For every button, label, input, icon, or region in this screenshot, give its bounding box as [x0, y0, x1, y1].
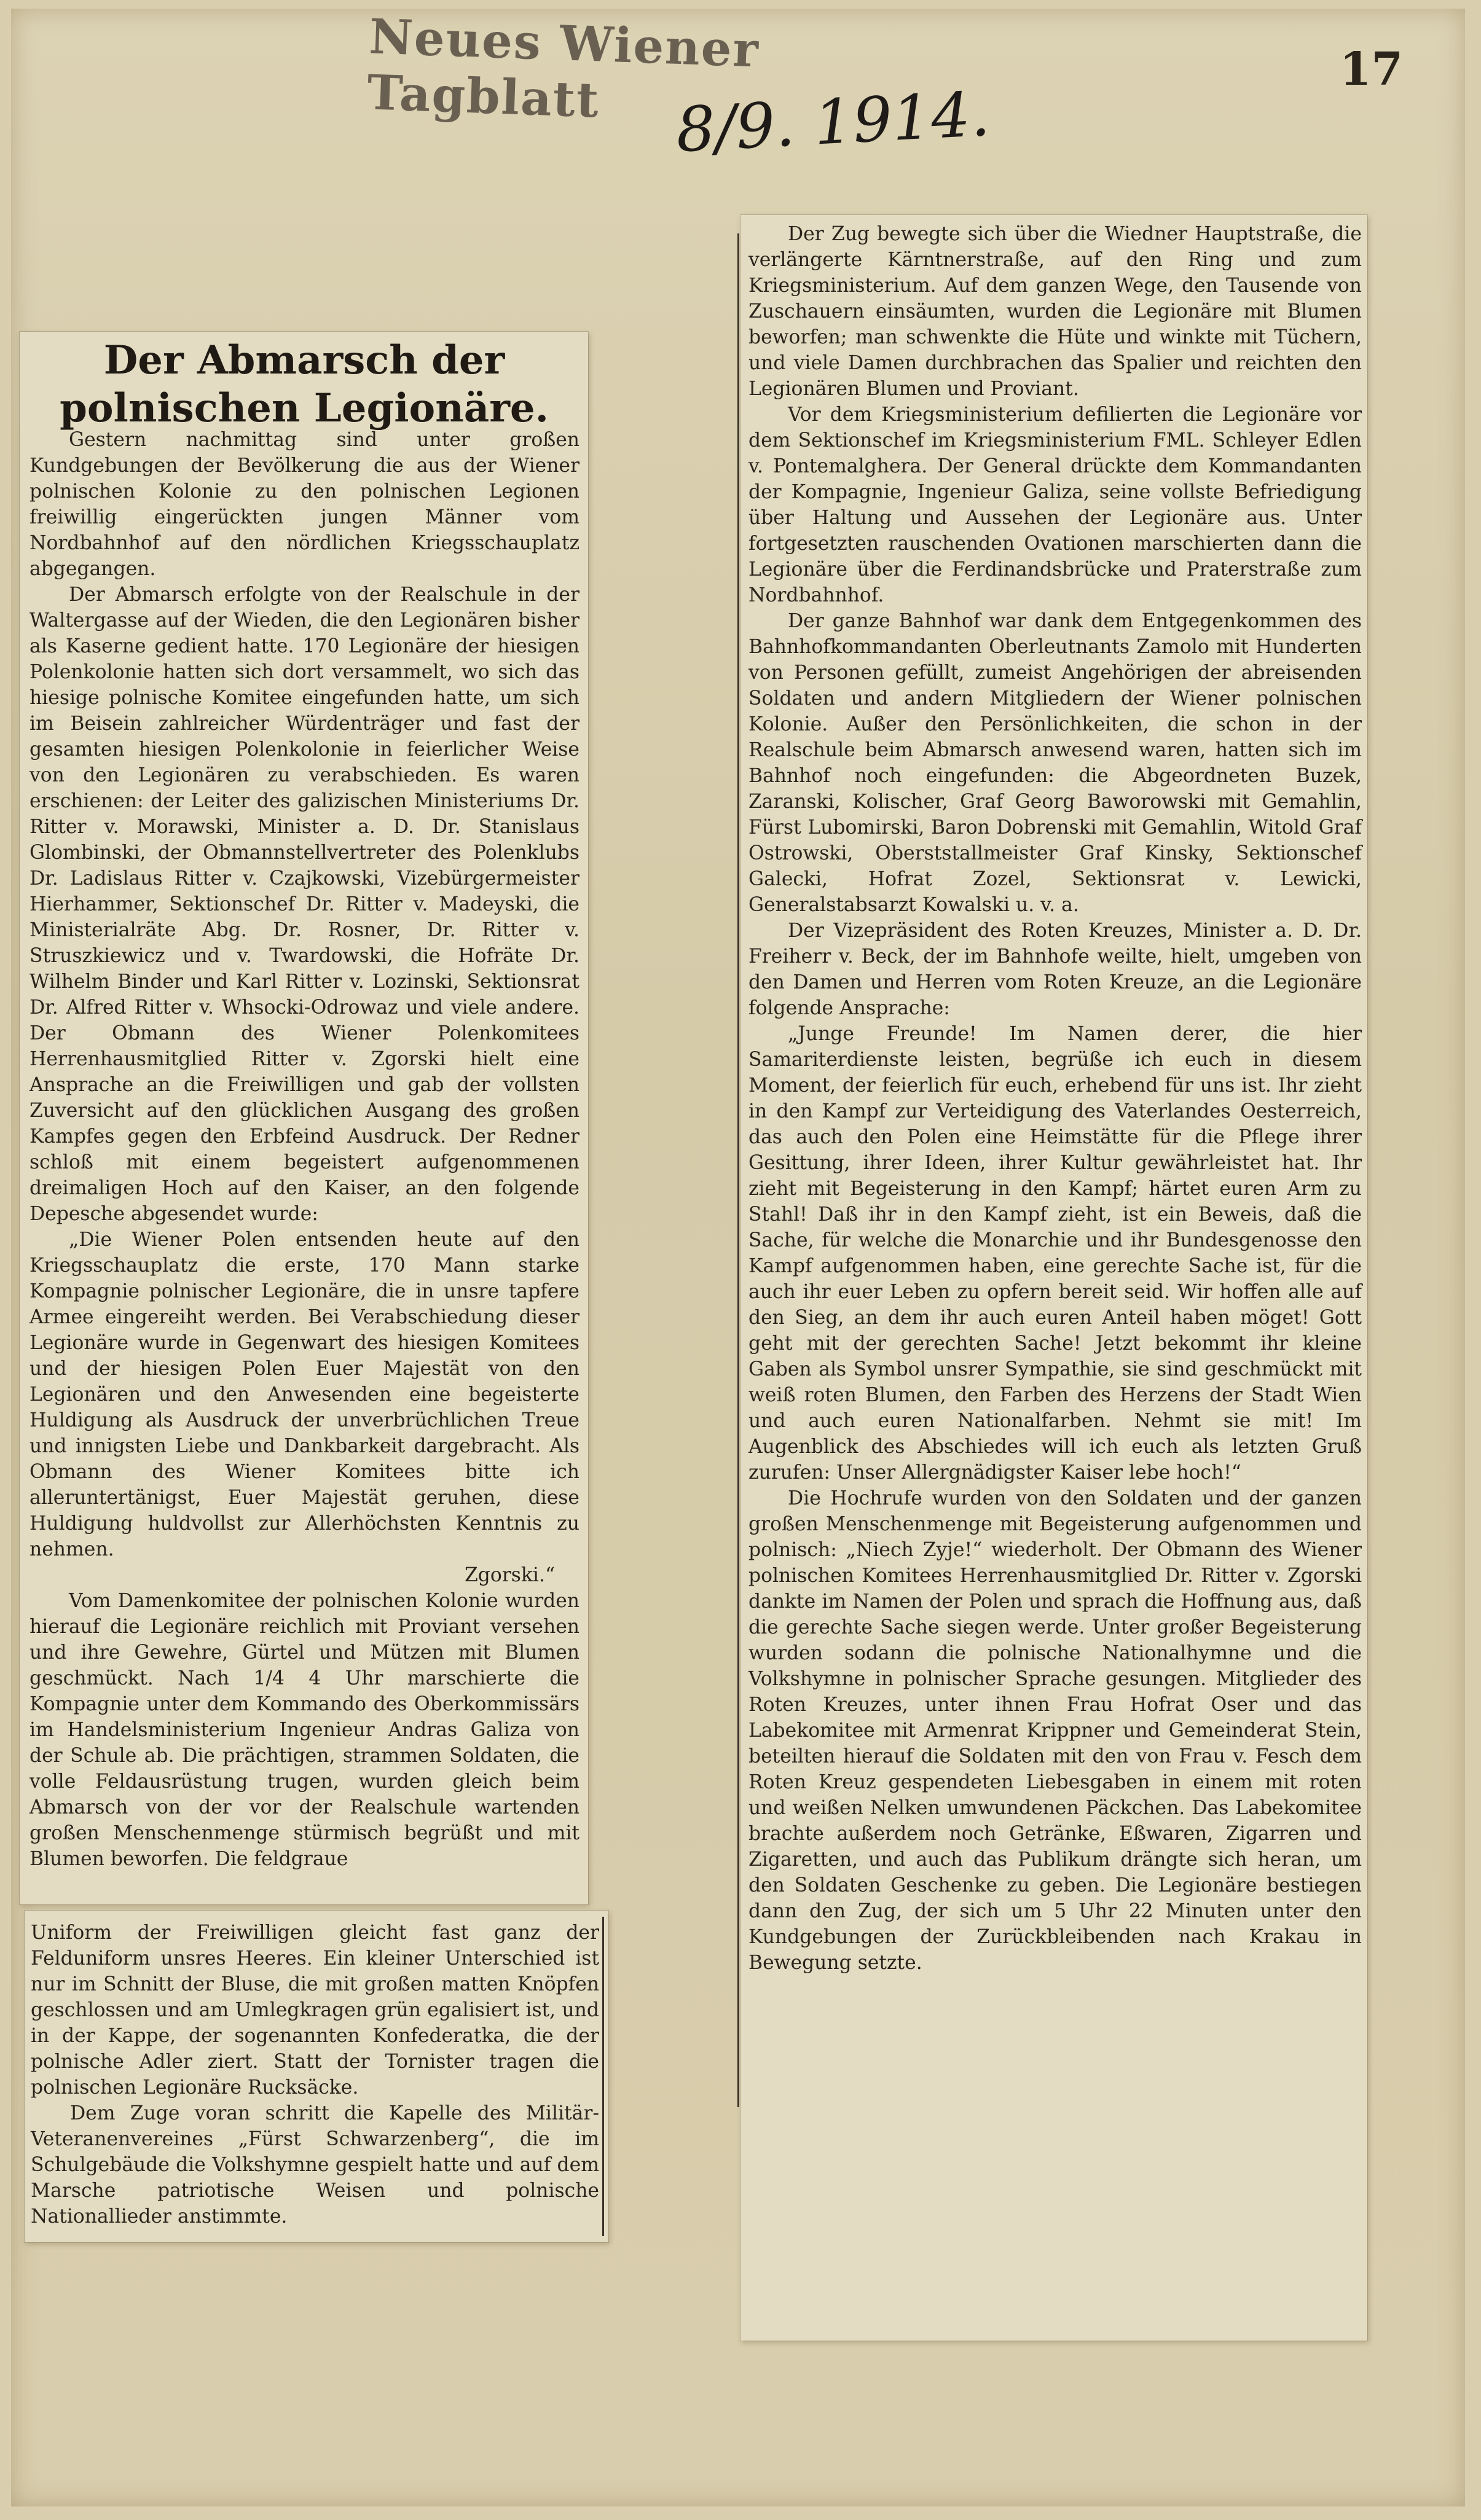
- speech-paragraph: „Junge Freunde! Im Namen derer, die hier Samariterdienste leisten, begrüße ich euch in diesem Moment, der feierlich für euch, erhebend für uns ist. Ihr zieht in den Kampf zur Verteidigung des Vaterlandes Oesterreich, das auch den Polen eine Heimstätte für die Pflege ihrer Gesittung, ihrer Ideen, ihrer Kultur gewährleistet hat. Ihr zieht mit Begeisterung in den Kampf; härtet euren Arm zu Stahl! Daß ihr in den Kampf zieht, ist ein Beweis, daß die Sache, für welche die Monarchie und ihr Bundesgenosse den Kampf aufgenommen haben, eine gerechte Sache ist, für die auch ihr euer Leben zu opfern bereit seid. Wir hoffen alle auf den Sieg, an dem ihr auch euren Anteil haben möget! Gott geht mit der gerechten Sache! Jetzt bekommt ihr kleine Gaben als Symbol unsrer Sympathie, sie sind geschmückt mit weiß roten Blumen, den Farben des Herzens der Stadt Wien und auch euren Nationalfarben. Nehmt sie mit! Im Augenblick des Abschiedes will ich euch als letzten Gruß zurufen: Unser Allergnädigster Kaiser lebe hoch!“: [748, 1023, 1362, 1484]
- article-column-right: [748, 221, 1362, 1976]
- paragraph: Vor dem Kriegsministerium defilierten die Legionäre vor dem Sektionschef im Kriegsministerium FML. Schleyer Edlen v. Pontemalghera. Der General drückte dem Kommandanten der Kompagnie, Ingenieur Galiza, seine vollste Befriedigung über Haltung und Aussehen der Legionäre aus. Unter fortgesetzten rauschenden Ovationen marschierten dann die Legionäre über die Ferdinandsbrücke und Praterstraße zum Nordbahnhof.: [748, 404, 1362, 606]
- article-headline: Der Abmarsch der polnischen Legionäre.: [60, 337, 549, 431]
- article-column-left-continued: [31, 1920, 599, 2229]
- paragraph: Gestern nachmittag sind unter großen Kundgebungen der Bevölkerung die aus der Wiener polnischen Kolonie zu den polnischen Legionen freiwillig eingerückten jungen Männer vom Nordbahnhof auf den nördlichen Kriegsschauplatz abgegangen.: [29, 429, 579, 580]
- paragraph: Uniform der Freiwilligen gleicht fast ganz der Felduniform unsres Heeres. Ein kleiner Unterschied ist nur im Schnitt der Bluse, die mit großen matten Knöpfen geschlossen und am Umlegkragen grün egalisiert ist, und in der Kappe, der sogenannten Konfederatka, die der polnische Adler ziert. Statt der Tornister tragen die polnischen Legionäre Rucksäcke.: [31, 1922, 599, 2099]
- newspaper-masthead: Neues Wiener Tagblatt: [366, 9, 761, 129]
- paragraph: Der Zug bewegte sich über die Wiedner Hauptstraße, die verlängerte Kärntnerstraße, auf den Ring und zum Kriegsministerium. Auf dem ganzen Wege, den Tausende von Zuschauern einsäumten, wurden die Legionäre mit Blumen beworfen; man schwenkte die Hüte und winkte mit Tüchern, und viele Damen durchbrachen das Spalier und reichten den Legionären Blumen und Proviant.: [748, 223, 1362, 400]
- paragraph: Dem Zuge voran schritt die Kapelle des Militär-Veteranenvereines „Fürst Schwarzenberg“, die im Schulgebäude die Volkshymne gespielt hatte und auf dem Marsche patriotische Weisen und polnische Nationallieder anstimmte.: [31, 2102, 599, 2228]
- clipping-rule-left: [602, 1917, 604, 2236]
- paragraph: Vom Damenkomitee der polnischen Kolonie wurden hierauf die Legionäre reichlich mit Proviant versehen und ihre Gewehre, Gürtel und Mützen mit Blumen geschmückt. Nach 1/4 4 Uhr marschierte die Kompagnie unter dem Kommando des Oberkommissärs im Handelsministerium Ingenieur Andras Galiza von der Schule ab. Die prächtigen, strammen Soldaten, die volle Feldausrüstung trugen, wurden gleich beim Abmarsch von der vor der Realschule wartenden großen Menschenmenge stürmisch begrüßt und mit Blumen beworfen. Die feldgraue: [29, 1590, 579, 1870]
- paragraph: Der Abmarsch erfolgte von der Realschule in der Waltergasse auf der Wieden, die den Legionären bisher als Kaserne gedient hatte. 170 Legionäre der hiesigen Polenkolonie hatten sich dort versammelt, wo sich das hiesige polnische Komitee eingefunden hatte, um sich im Beisein zahlreicher Würdenträger und fast der gesamten hiesigen Polenkolonie in feierlicher Weise von den Legionären zu verabschieden. Es waren erschienen: der Leiter des galizischen Ministeriums Dr. Ritter v. Morawski, Minister a. D. Dr. Stanislaus Glombinski, der Obmannstellvertreter des Polenklubs Dr. Ladislaus Ritter v. Czajkowski, Vizebürgermeister Hierhammer, Sektionschef Dr. Ritter v. Madeyski, die Ministerialräte Abg. Dr. Rosner, Dr. Ritter v. Struszkiewicz und v. Twardowski, die Hofräte Dr. Wilhelm Binder und Karl Ritter v. Lozinski, Sektionsrat Dr. Alfred Ritter v. Whsocki-Odrowaz und viele andere. Der Obmann des Wiener Polenkomitees Herrenhausmitglied Ritter v. Zgorski hielt eine Ansprache an die Freiwilligen und gab der vollsten Zuversicht auf den glücklichen Ausgang des großen Kampfes gegen den Erbfeind Ausdruck. Der Redner schloß mit einem begeistert aufgenommenen dreimaligen Hoch auf den Kaiser, an den folgende Depesche abgesendet wurde:: [29, 584, 579, 1225]
- handwritten-date: 8/9. 1914.: [674, 77, 992, 166]
- page-number: 17: [1340, 43, 1403, 96]
- article-column-left: [29, 427, 579, 1872]
- paragraph: Der ganze Bahnhof war dank dem Entgegenkommen des Bahnhofkommandanten Oberleutnants Zamolo mit Hunderten von Personen gefüllt, zumeist Angehörigen der abreisenden Soldaten und andern Mitgliedern der Wiener polnischen Kolonie. Außer den Persönlichkeiten, die schon in der Realschule beim Abmarsch anwesend waren, hatten sich im Bahnhof noch eingefunden: die Abgeordneten Buzek, Zaranski, Kolischer, Graf Georg Baworowski mit Gemahlin, Fürst Lubomirski, Baron Dobrenski mit Gemahlin, Witold Graf Ostrowski, Oberststallmeister Graf Kinsky, Sektionschef Galecki, Hofrat Zozel, Sektionsrat v. Lewicki, Generalstabsarzt Kowalski u. v. a.: [748, 610, 1362, 916]
- paragraph: Der Vizepräsident des Roten Kreuzes, Minister a. D. Dr. Freiherr v. Beck, der im Bahnhofe weilte, hielt, umgeben von den Damen und Herren vom Roten Kreuze, an die Legionäre folgende Ansprache:: [748, 920, 1362, 1019]
- paragraph: Die Hochrufe wurden von den Soldaten und der ganzen großen Menschenmenge mit Begeisterung aufgenommen und polnisch: „Niech Zyje!“ wiederholt. Der Obmann des Wiener polnischen Komitees Herrenhausmitglied Dr. Ritter v. Zgorski dankte im Namen der Polen und sprach die Hoffnung aus, daß die gerechte Sache siegen werde. Unter großer Begeisterung wurden sodann die polnische Nationalhymne und die Volkshymne in polnischer Sprache gesungen. Mitglieder des Roten Kreuzes, unter ihnen Frau Hofrat Oser und das Labekomitee mit Armenrat Krippner und Gemeinderat Stein, beteilten hierauf die Soldaten mit den von Frau v. Fesch dem Roten Kreuz gespendeten Liebesgaben in einem mit roten und weißen Nelken umwundenen Päckchen. Das Labekomitee brachte außerdem noch Getränke, Eßwaren, Zigarren und Zigaretten, und auch das Publikum drängte sich heran, um den Soldaten Geschenke zu geben. Die Legionäre bestiegen dann den Zug, der sich um 5 Uhr 22 Minuten unter den Kundgebungen der Zurückbleibenden nach Krakau in Bewegung setzte.: [748, 1487, 1362, 1974]
- telegram-signature: Zgorski.“: [464, 1564, 555, 1586]
- telegram-paragraph: „Die Wiener Polen entsenden heute auf den Kriegsschauplatz die erste, 170 Mann starke Kompagnie polnischer Legionäre, die in unsre tapfere Armee eingereiht werden. Bei Verabschiedung dieser Legionäre wurde in Gegenwart des hiesigen Komitees und der hiesigen Polen Euer Majestät von den Legionären und den Anwesenden eine begeisterte Huldigung als Ausdruck der unverbrüchlichen Treue und innigsten Liebe und Dankbarkeit dargebracht. Als Obmann des Wiener Komitees bitte ich alleruntertänigst, Euer Majestät geruhen, diese Huldigung huldvollst zur Allerhöchsten Kenntnis zu nehmen.: [29, 1229, 579, 1560]
- clipping-rule-right: [737, 233, 739, 2107]
